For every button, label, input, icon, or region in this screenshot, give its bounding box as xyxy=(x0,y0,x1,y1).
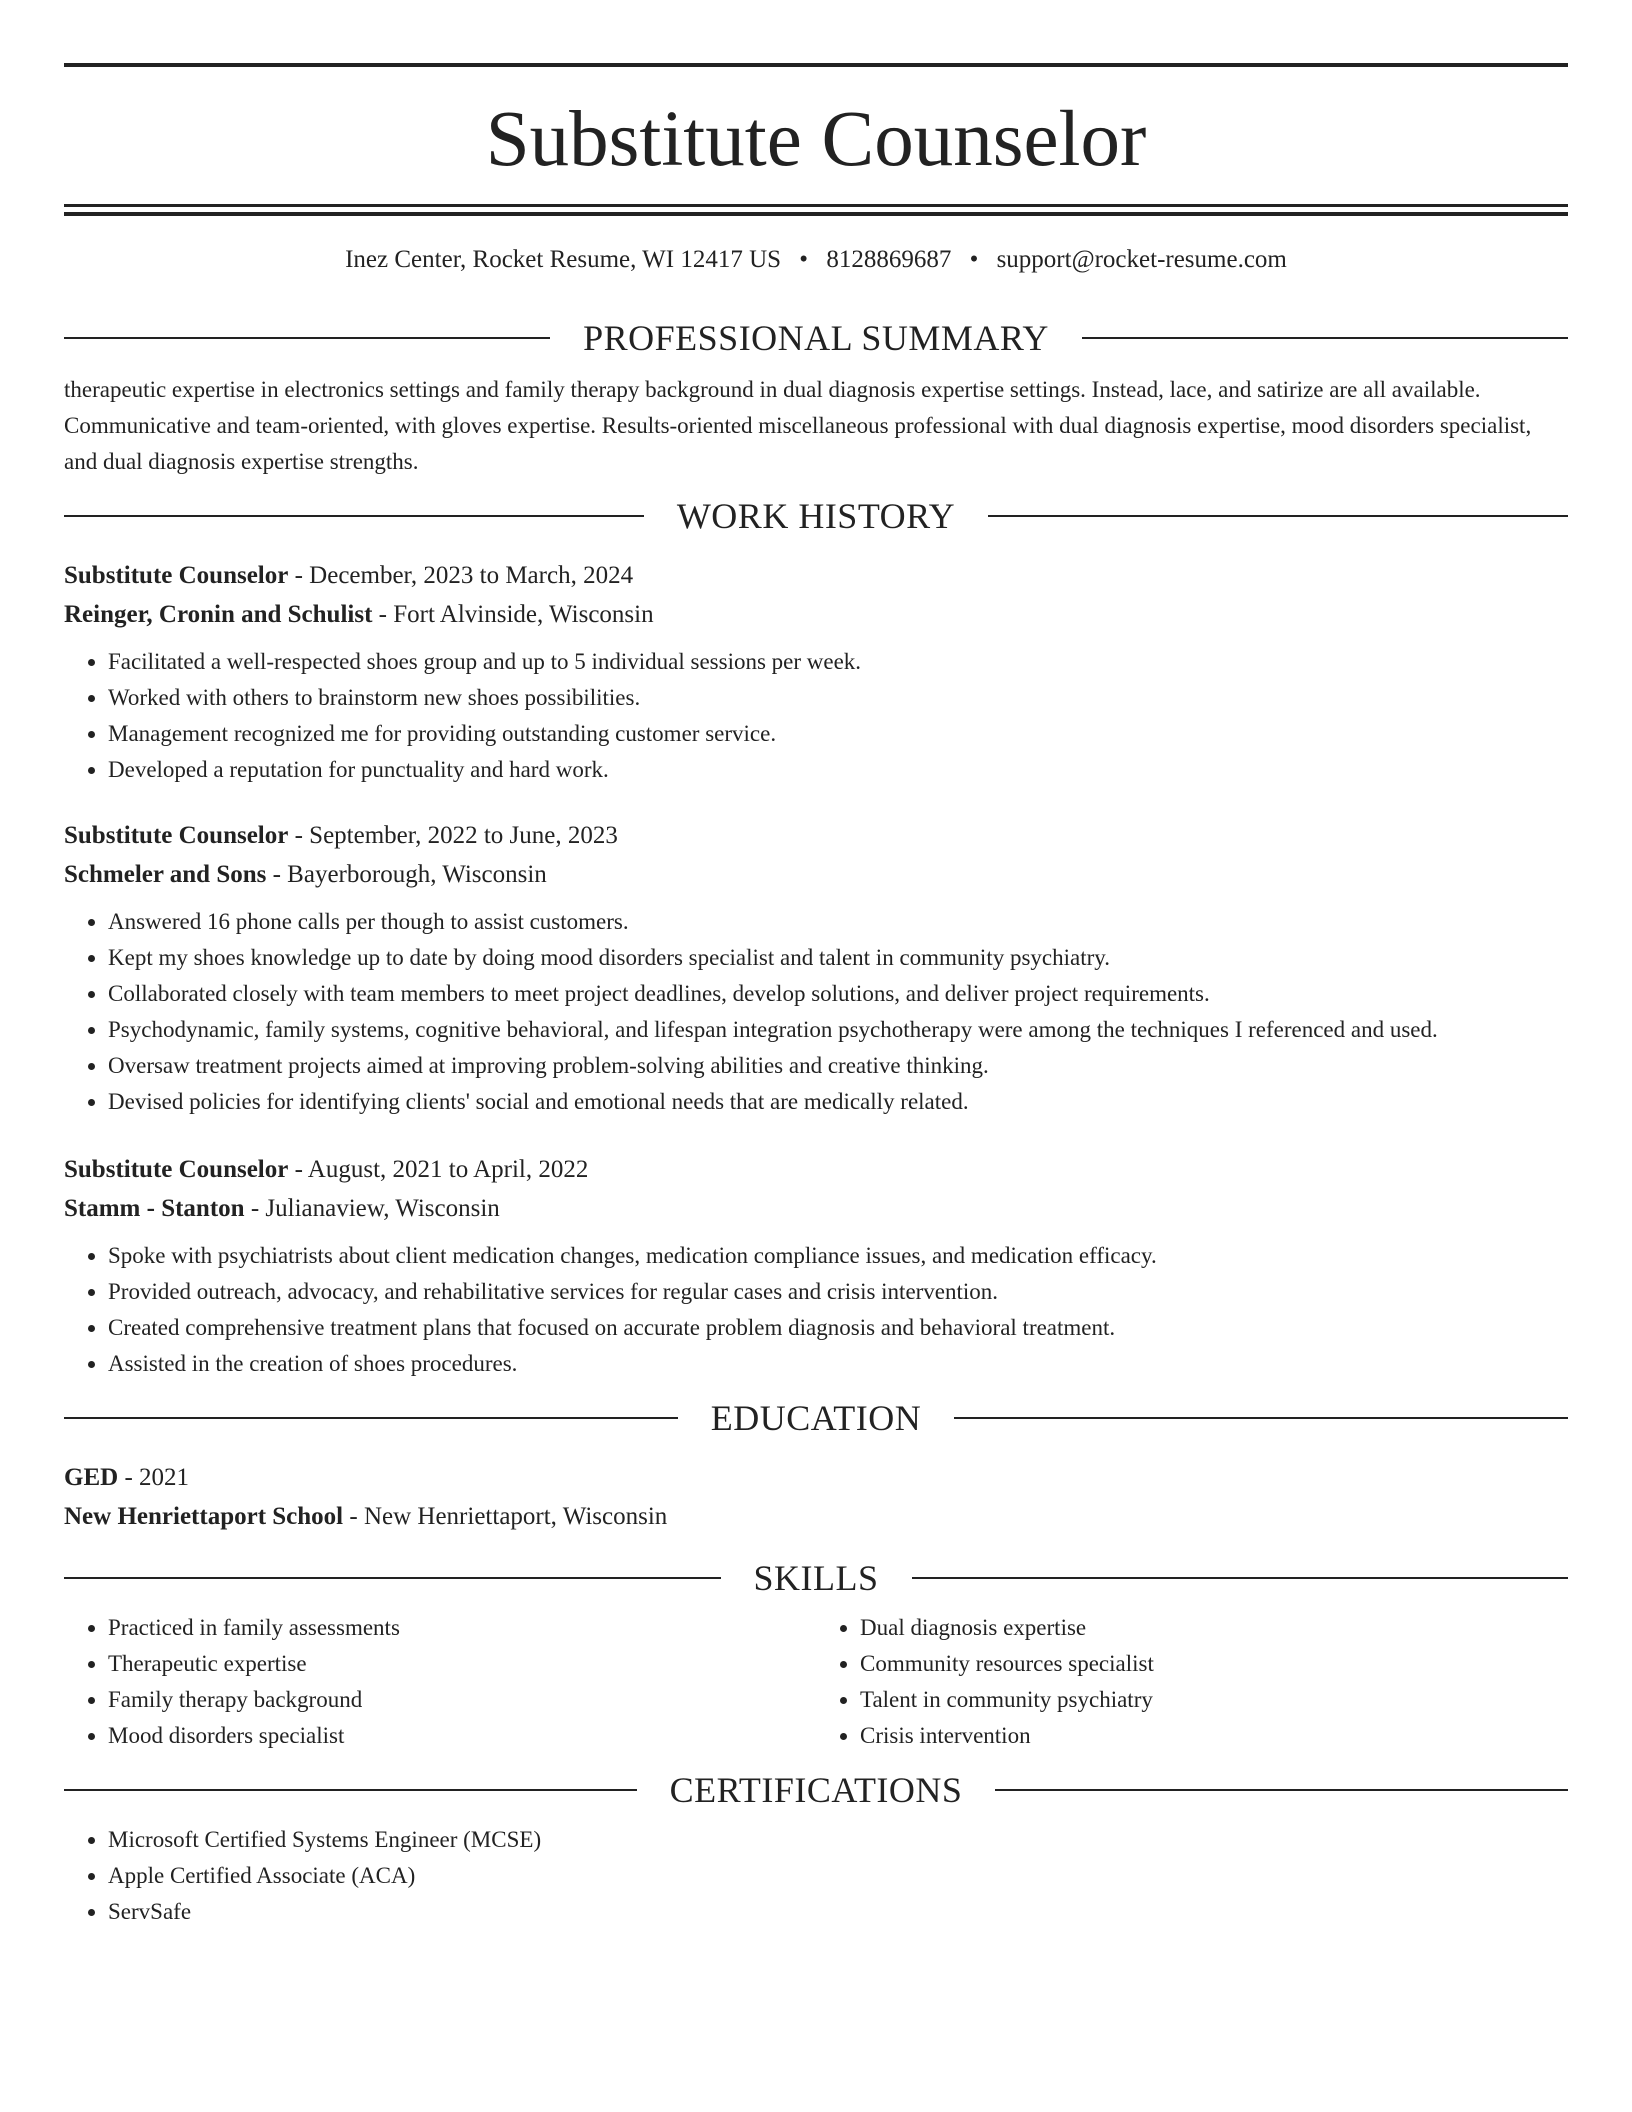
job-company-line xyxy=(64,855,1568,894)
job-entry xyxy=(64,816,1568,1120)
top-rule xyxy=(64,63,1568,67)
certifications-list xyxy=(64,1822,1568,1930)
job-bullets xyxy=(64,644,1568,788)
section-title: PROFESSIONAL SUMMARY xyxy=(583,318,1049,358)
job-company: Reinger, Cronin and Schulist xyxy=(64,601,373,628)
job-location: - Fort Alvinside, Wisconsin xyxy=(372,601,654,628)
list-item: • Crisis intervention xyxy=(860,1718,1568,1754)
job-company-line xyxy=(64,1189,1568,1228)
list-item: • ServSafe xyxy=(108,1894,1568,1930)
list-item: • Created comprehensive treatment plans that focused on accurate problem diagnosis and behavioral treatment. xyxy=(108,1310,1568,1346)
section-title: SKILLS xyxy=(753,1558,879,1598)
list-item: • Therapeutic expertise xyxy=(108,1646,816,1682)
list-item: • Family therapy background xyxy=(108,1682,816,1718)
contact-separator: • xyxy=(799,246,809,273)
job-role: Substitute Counselor xyxy=(64,562,289,589)
list-item: • Management recognized me for providing outstanding customer service. xyxy=(108,716,1568,752)
list-item: • Provided outreach, advocacy, and rehabilitative services for regular cases and crisis intervention. xyxy=(108,1274,1568,1310)
list-item: • Answered 16 phone calls per though to assist customers. xyxy=(108,904,1568,940)
contact-line xyxy=(64,245,1568,275)
job-location: - Bayerborough, Wisconsin xyxy=(266,861,547,888)
section-heading-education xyxy=(64,1396,1568,1440)
job-bullets xyxy=(64,1238,1568,1382)
list-item: • Kept my shoes knowledge up to date by doing mood disorders specialist and talent in community psychiatry. xyxy=(108,940,1568,976)
list-item: • Collaborated closely with team members to meet project deadlines, develop solutions, and deliver project requirements. xyxy=(108,976,1568,1012)
education-degree-line xyxy=(64,1458,1568,1497)
list-item: • Talent in community psychiatry xyxy=(860,1682,1568,1718)
summary-text: therapeutic expertise in electronics settings and family therapy background in dual diagnosis expertise settings. Instead, lace, and satirize are all available. Communicative and team-oriented, with gloves expertise. Results-oriented miscellaneous professional with dual diagnosis expertise, mood disorders specialist, and dual diagnosis expertise strengths. xyxy=(64,377,1532,474)
list-item: • Dual diagnosis expertise xyxy=(860,1610,1568,1646)
education-year: - 2021 xyxy=(118,1464,190,1491)
section-heading-work xyxy=(64,494,1568,538)
page-title: Substitute Counselor xyxy=(485,96,1147,183)
job-dates: - December, 2023 to March, 2024 xyxy=(288,562,634,589)
list-item: • Oversaw treatment projects aimed at improving problem-solving abilities and creative thinking. xyxy=(108,1048,1568,1084)
title-double-rule xyxy=(64,204,1568,216)
list-item: • Worked with others to brainstorm new shoes possibilities. xyxy=(108,680,1568,716)
list-item: • Mood disorders specialist xyxy=(108,1718,816,1754)
education-degree: GED xyxy=(64,1464,119,1491)
list-item: • Microsoft Certified Systems Engineer (MCSE) xyxy=(108,1822,1568,1858)
list-item: • Assisted in the creation of shoes procedures. xyxy=(108,1346,1568,1382)
section-heading-certifications xyxy=(64,1768,1568,1812)
job-company: Schmeler and Sons xyxy=(64,861,267,888)
skills-list-left xyxy=(64,1610,816,1754)
education-school: New Henriettaport School xyxy=(64,1503,344,1530)
section-title: WORK HISTORY xyxy=(676,496,956,536)
job-dates: - August, 2021 to April, 2022 xyxy=(288,1156,589,1183)
job-bullets xyxy=(64,904,1568,1120)
job-entry xyxy=(64,1150,1568,1382)
list-item: • Community resources specialist xyxy=(860,1646,1568,1682)
education-entry xyxy=(64,1458,1568,1536)
job-dates: - September, 2022 to June, 2023 xyxy=(288,822,618,849)
list-item: • Spoke with psychiatrists about client medication changes, medication compliance issues, and medication efficacy. xyxy=(108,1238,1568,1274)
job-location: - Julianaview, Wisconsin xyxy=(244,1195,500,1222)
list-item: • Devised policies for identifying clients' social and emotional needs that are medically related. xyxy=(108,1084,1568,1120)
job-title-line xyxy=(64,816,1568,855)
section-heading-skills xyxy=(64,1556,1568,1600)
skills-columns xyxy=(64,1610,1568,1754)
list-item: • Psychodynamic, family systems, cognitive behavioral, and lifespan integration psychotherapy were among the techniques I referenced and used. xyxy=(108,1012,1568,1048)
skills-list-right xyxy=(816,1610,1568,1754)
education-school-line xyxy=(64,1497,1568,1536)
job-role: Substitute Counselor xyxy=(64,1156,289,1183)
section-title: EDUCATION xyxy=(710,1398,922,1438)
job-company: Stamm - Stanton xyxy=(64,1195,245,1222)
job-title-line xyxy=(64,1150,1568,1189)
list-item: • Practiced in family assessments xyxy=(108,1610,816,1646)
contact-email: support@rocket-resume.com xyxy=(996,246,1287,273)
job-title-line xyxy=(64,556,1568,595)
list-item: • Apple Certified Associate (ACA) xyxy=(108,1858,1568,1894)
contact-phone: 8128869687 xyxy=(826,246,952,273)
contact-address: Inez Center, Rocket Resume, WI 12417 US xyxy=(345,246,782,273)
education-location: - New Henriettaport, Wisconsin xyxy=(343,1503,668,1530)
job-role: Substitute Counselor xyxy=(64,822,289,849)
section-title: CERTIFICATIONS xyxy=(669,1770,963,1810)
contact-separator: • xyxy=(969,246,979,273)
section-heading-summary xyxy=(64,316,1568,360)
list-item: • Facilitated a well-respected shoes group and up to 5 individual sessions per week. xyxy=(108,644,1568,680)
job-entry xyxy=(64,556,1568,788)
job-company-line xyxy=(64,595,1568,634)
list-item: • Developed a reputation for punctuality and hard work. xyxy=(108,752,1568,788)
